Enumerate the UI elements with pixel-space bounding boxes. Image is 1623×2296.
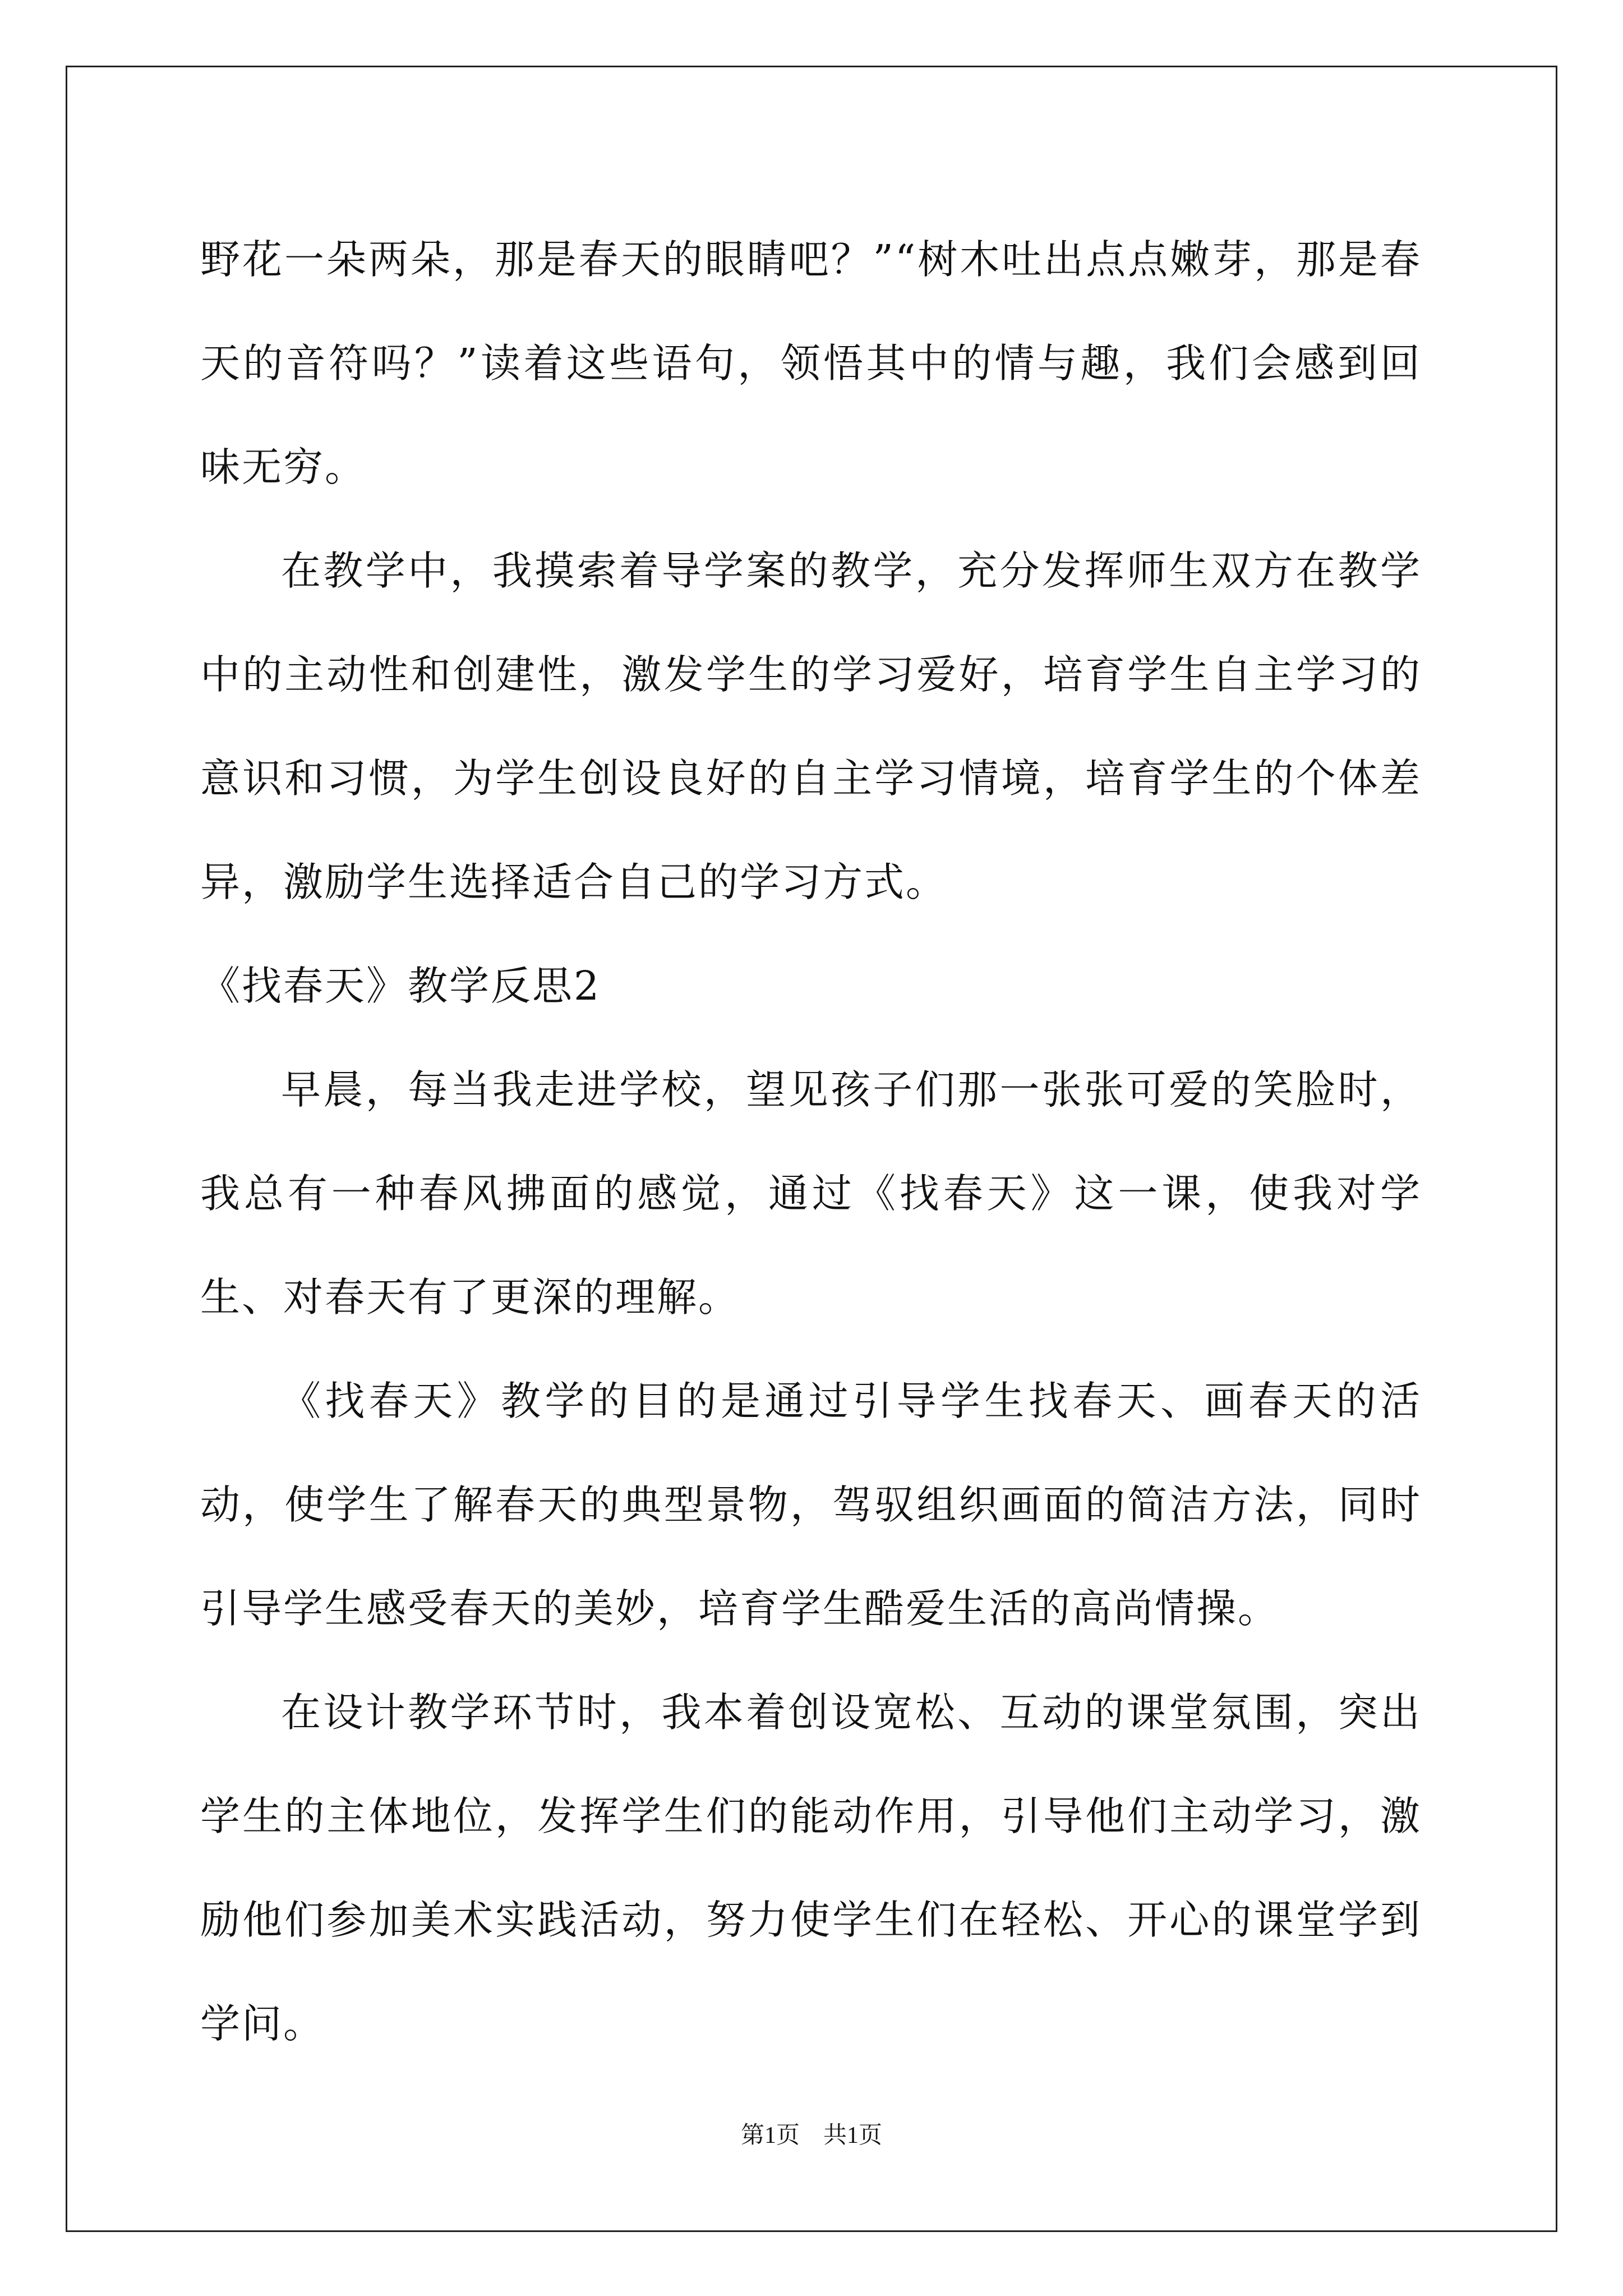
document-body <box>200 208 1422 2076</box>
section-heading: 《找春天》教学反思2 <box>200 963 601 1009</box>
page-number-footer: 第1页 共1页 <box>740 2123 882 2148</box>
paragraph: 野花一朵两朵，那是春天的眼睛吧？”“树木吐出点点嫩芽，那是春天的音符吗？”读着这些语句，领悟其中的情与趣，我们会感到回味无穷。 <box>200 236 1422 490</box>
paragraph: 在教学中，我摸索着导学案的教学，充分发挥师生双方在教学中的主动性和创建性，激发学生的学习爱好，培育学生自主学习的意识和习惯，为学生创设良好的自主学习情境，培育学生的个体差异，激励学生选择适合自己的学习方式。 <box>200 547 1422 905</box>
paragraph: 《找春天》教学的目的是通过引导学生找春天、画春天的活动，使学生了解春天的典型景物，驾驭组织画面的简洁方法，同时引导学生感受春天的美妙，培育学生酷爱生活的高尚情操。 <box>200 1378 1422 1632</box>
paragraph: 在设计教学环节时，我本着创设宽松、互动的课堂氛围，突出学生的主体地位，发挥学生们的能动作用，引导他们主动学习，激励他们参加美术实践活动，努力使学生们在轻松、开心的课堂学到学问。 <box>200 1689 1422 2047</box>
paragraph: 早晨，每当我走进学校，望见孩子们那一张张可爱的笑脸时，我总有一种春风拂面的感觉，通过《找春天》这一课，使我对学生、对春天有了更深的理解。 <box>200 1066 1422 1320</box>
